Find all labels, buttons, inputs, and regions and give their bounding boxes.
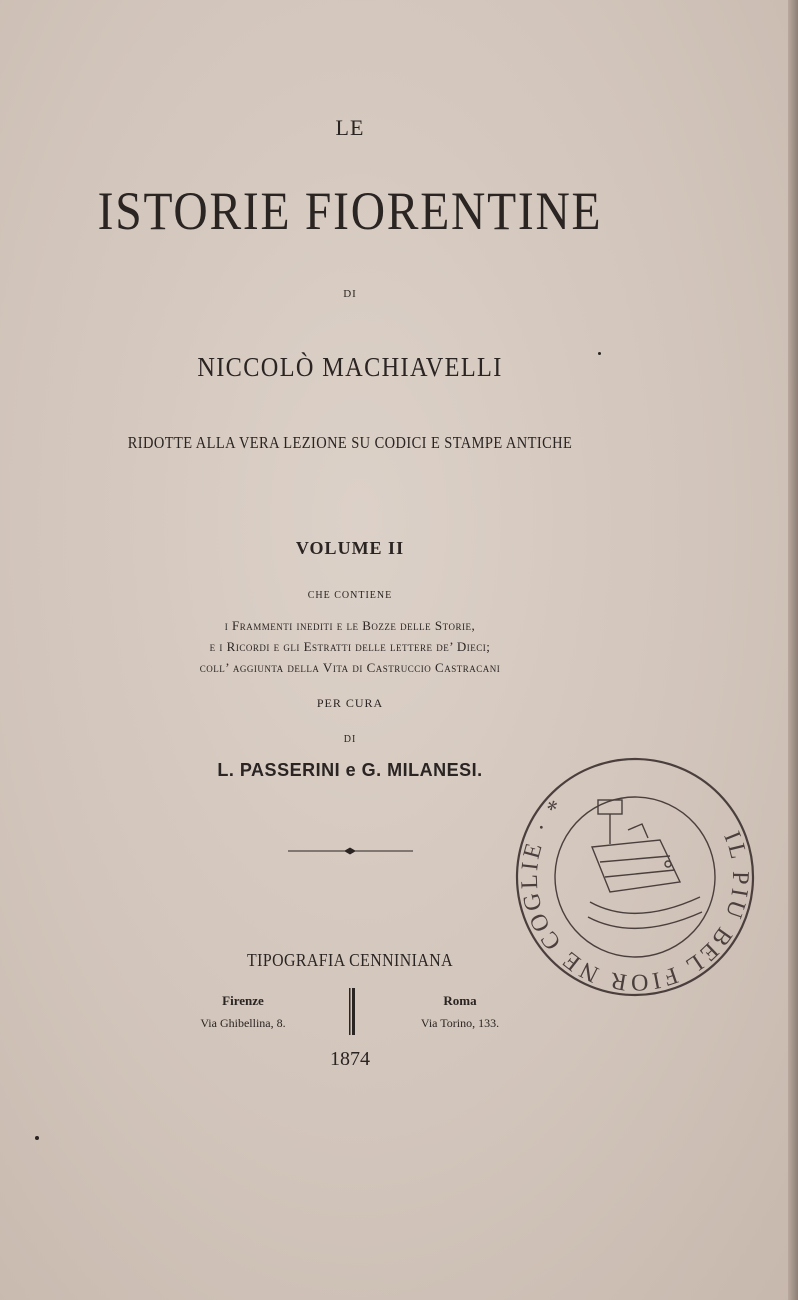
imprint-city-right: Roma xyxy=(443,993,477,1008)
subtitle: RIDOTTE ALLA VERA LEZIONE SU CODICI E STAMPE ANTICHE xyxy=(127,433,573,452)
contents-line: i Frammenti inediti e le Bozze delle Storie, xyxy=(224,618,476,633)
by-word-2: DI xyxy=(343,734,357,745)
volume-label: VOLUME II xyxy=(295,538,405,558)
svg-text:IL PIU BEL FIOR NE COGLIE · *: IL PIU BEL FIOR NE COGLIE · * xyxy=(516,792,754,996)
by-word: DI xyxy=(343,288,357,300)
title-article: LE xyxy=(335,115,365,140)
printer-name: TIPOGRAFIA CENNINIANA xyxy=(247,950,453,970)
publication-year: 1874 xyxy=(330,1048,370,1070)
contents-line: coll’ aggiunta della Vita di Castruccio Castracani xyxy=(199,660,501,675)
page-edge xyxy=(788,0,798,1300)
contents-list xyxy=(0,615,700,678)
ornamental-rule xyxy=(288,846,413,856)
book-title: ISTORIE FIORENTINE xyxy=(97,181,603,241)
ink-speck xyxy=(35,1136,39,1140)
library-stamp xyxy=(510,752,760,1002)
imprint-address-right: Via Torino, 133. xyxy=(420,1016,500,1030)
author-name: NICCOLÒ MACHIAVELLI xyxy=(197,352,503,382)
contents-intro: CHE CONTIENE xyxy=(307,590,393,601)
ink-speck xyxy=(598,352,601,355)
imprint-address-left: Via Ghibellina, 8. xyxy=(200,1016,286,1030)
edited-by-label: PER CURA xyxy=(316,696,384,710)
contents-line: e i Ricordi e gli Estratti delle lettere de’ Dieci; xyxy=(209,639,491,654)
editors: L. PASSERINI e G. MILANESI. xyxy=(217,760,483,780)
imprint-divider xyxy=(348,988,356,1035)
imprint-city-left: Firenze xyxy=(222,993,264,1008)
